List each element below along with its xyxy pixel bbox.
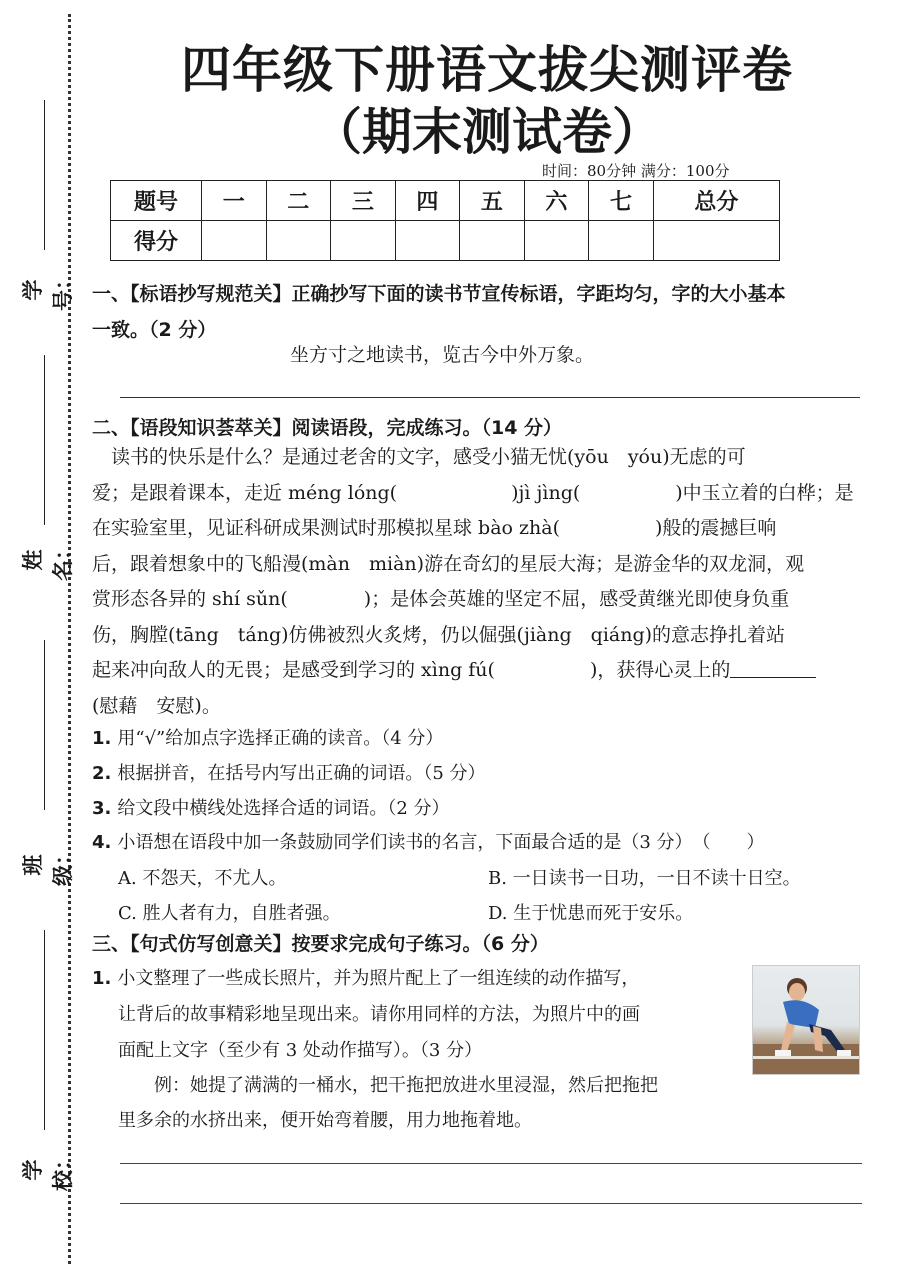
option-c[interactable]: C. 胜人者有力，自胜者强。 (118, 903, 341, 924)
fill-blank-line[interactable] (730, 658, 816, 678)
question-number: 2. (92, 763, 112, 784)
section-3-title-wrap (92, 926, 872, 962)
question-2-3 (92, 794, 450, 820)
question-number: 1. (92, 968, 112, 989)
option-b[interactable]: B. 一日读书一日功，一日不读十日空。 (488, 868, 801, 889)
score-cell: 一 (202, 181, 267, 221)
section-1-title-cont: 一致。（2 分） (92, 319, 217, 341)
section-1-title: 一、【标语抄写规范关】正确抄写下面的读书节宣传标语，字距均匀，字的大小基本 (92, 283, 786, 305)
cut-line (68, 14, 71, 1264)
question-text: 用“√”给加点字选择正确的读音。（4 分） (117, 728, 444, 749)
question-text: 给文段中横线处选择合适的词语。（2 分） (117, 798, 450, 819)
passage-line: 伤，胸膛(tāng táng)仿佛被烈火炙烤，仍以倔强(jiàng qiáng)的意志挣扎着站 (92, 623, 786, 646)
score-cell: 题号 (111, 181, 202, 221)
answer-line[interactable] (120, 1203, 862, 1204)
school-label: 学校： (21, 1149, 75, 1191)
copy-answer-line[interactable] (120, 397, 860, 398)
name-line[interactable] (44, 355, 45, 525)
question-text: 小文整理了一些成长照片，并为照片配上了一组连续的动作描写， (117, 968, 640, 989)
question-text: 让背后的故事精彩地呈现出来。请你用同样的方法，为照片中的画 (118, 1004, 640, 1025)
score-cell: 五 (460, 181, 525, 221)
class-label: 班级： (21, 844, 75, 886)
exam-title: 四年级下册语文拔尖测评卷 (181, 40, 793, 99)
slogan-text: 坐方寸之地读书，览古今中外万象。 (289, 344, 594, 366)
example-text: 里多余的水挤出来，便开始弯着腰，用力地拖着地。 (118, 1110, 532, 1131)
student-id-line[interactable] (44, 100, 45, 250)
passage-line: (慰藉 安慰)。 (92, 694, 221, 717)
score-input-cell[interactable] (266, 221, 331, 261)
question-3-1 (92, 964, 639, 990)
passage-line: 爱；是跟着课本，走近 méng lóng( )jì jìng( )中玉立着的白桦；是 (92, 481, 854, 504)
score-input-cell[interactable] (524, 221, 589, 261)
passage-line: 读书的快乐是什么？是通过老舍的文字，感受小猫无忧(yōu yóu)无虑的可 (92, 446, 746, 468)
reading-passage (92, 440, 862, 724)
example-text: 例：她提了满满的一桶水，把干拖把放进水里浸湿，然后把拖把 (118, 1075, 658, 1096)
question-text: 根据拼音，在括号内写出正确的词语。（5 分） (117, 763, 486, 784)
passage-line: 赏形态各异的 shí sǔn( )；是体会英雄的坚定不屈，感受黄继光即使身负重 (92, 588, 790, 610)
score-cell: 四 (395, 181, 460, 221)
score-table-score-row (111, 221, 780, 261)
class-line[interactable] (44, 640, 45, 810)
score-cell: 总分 (653, 181, 779, 221)
score-table-header-row (111, 181, 780, 221)
score-input-cell[interactable] (331, 221, 396, 261)
question-number: 4. (92, 832, 112, 853)
option-a[interactable]: A. 不怨天，不尤人。 (118, 868, 287, 889)
answer-line[interactable] (120, 1163, 862, 1164)
question-number: 3. (92, 798, 112, 819)
question-2-1 (92, 724, 443, 750)
passage-line-text: 起来冲向敌人的无畏；是感受到学习的 xìng fú( )，获得心灵上的 (92, 659, 731, 681)
option-d[interactable]: D. 生于忧患而死于安乐。 (488, 903, 694, 924)
exam-subtitle: （期末测试卷） (312, 102, 662, 161)
score-cell: 六 (524, 181, 589, 221)
name-label: 姓名： (21, 539, 75, 581)
section-3-title: 三、【句式仿写创意关】按要求完成句子练习。（6 分） (92, 933, 549, 955)
exam-page (92, 0, 872, 1280)
score-row-label: 得分 (111, 221, 202, 261)
score-input-cell[interactable] (653, 221, 779, 261)
passage-line (92, 653, 862, 689)
boy-illustration (753, 966, 860, 1075)
question-2-4 (92, 828, 765, 854)
section-1 (92, 276, 872, 348)
score-input-cell[interactable] (460, 221, 525, 261)
score-cell: 三 (331, 181, 396, 221)
score-input-cell[interactable] (395, 221, 460, 261)
question-text: 面配上文字（至少有 3 处动作描写）。（3 分） (118, 1040, 483, 1061)
passage-line: 后，跟着想象中的飞船漫(màn miàn)游在奇幻的星辰大海；是游金华的双龙洞，观 (92, 552, 805, 575)
score-cell: 二 (266, 181, 331, 221)
student-id-label: 学号： (21, 269, 75, 311)
exam-meta: 时间：80分钟 满分：100分 (542, 162, 730, 180)
score-input-cell[interactable] (202, 221, 267, 261)
binding-margin (0, 0, 90, 1280)
question-2-2 (92, 759, 486, 785)
question-text: 小语想在语段中加一条鼓励同学们读书的名言，下面最合适的是（3 分） （ ） (117, 832, 765, 853)
passage-line: 在实验室里，见证科研成果测试时那模拟星球 bào zhà( )般的震撼巨响 (92, 517, 777, 539)
question-number: 1. (92, 728, 112, 749)
score-cell: 七 (589, 181, 654, 221)
school-line[interactable] (44, 930, 45, 1130)
score-input-cell[interactable] (589, 221, 654, 261)
boy-crouching-photo (752, 965, 860, 1075)
score-table (110, 180, 780, 261)
section-2-title: 二、【语段知识荟萃关】阅读语段，完成练习。（14 分） (92, 417, 563, 439)
